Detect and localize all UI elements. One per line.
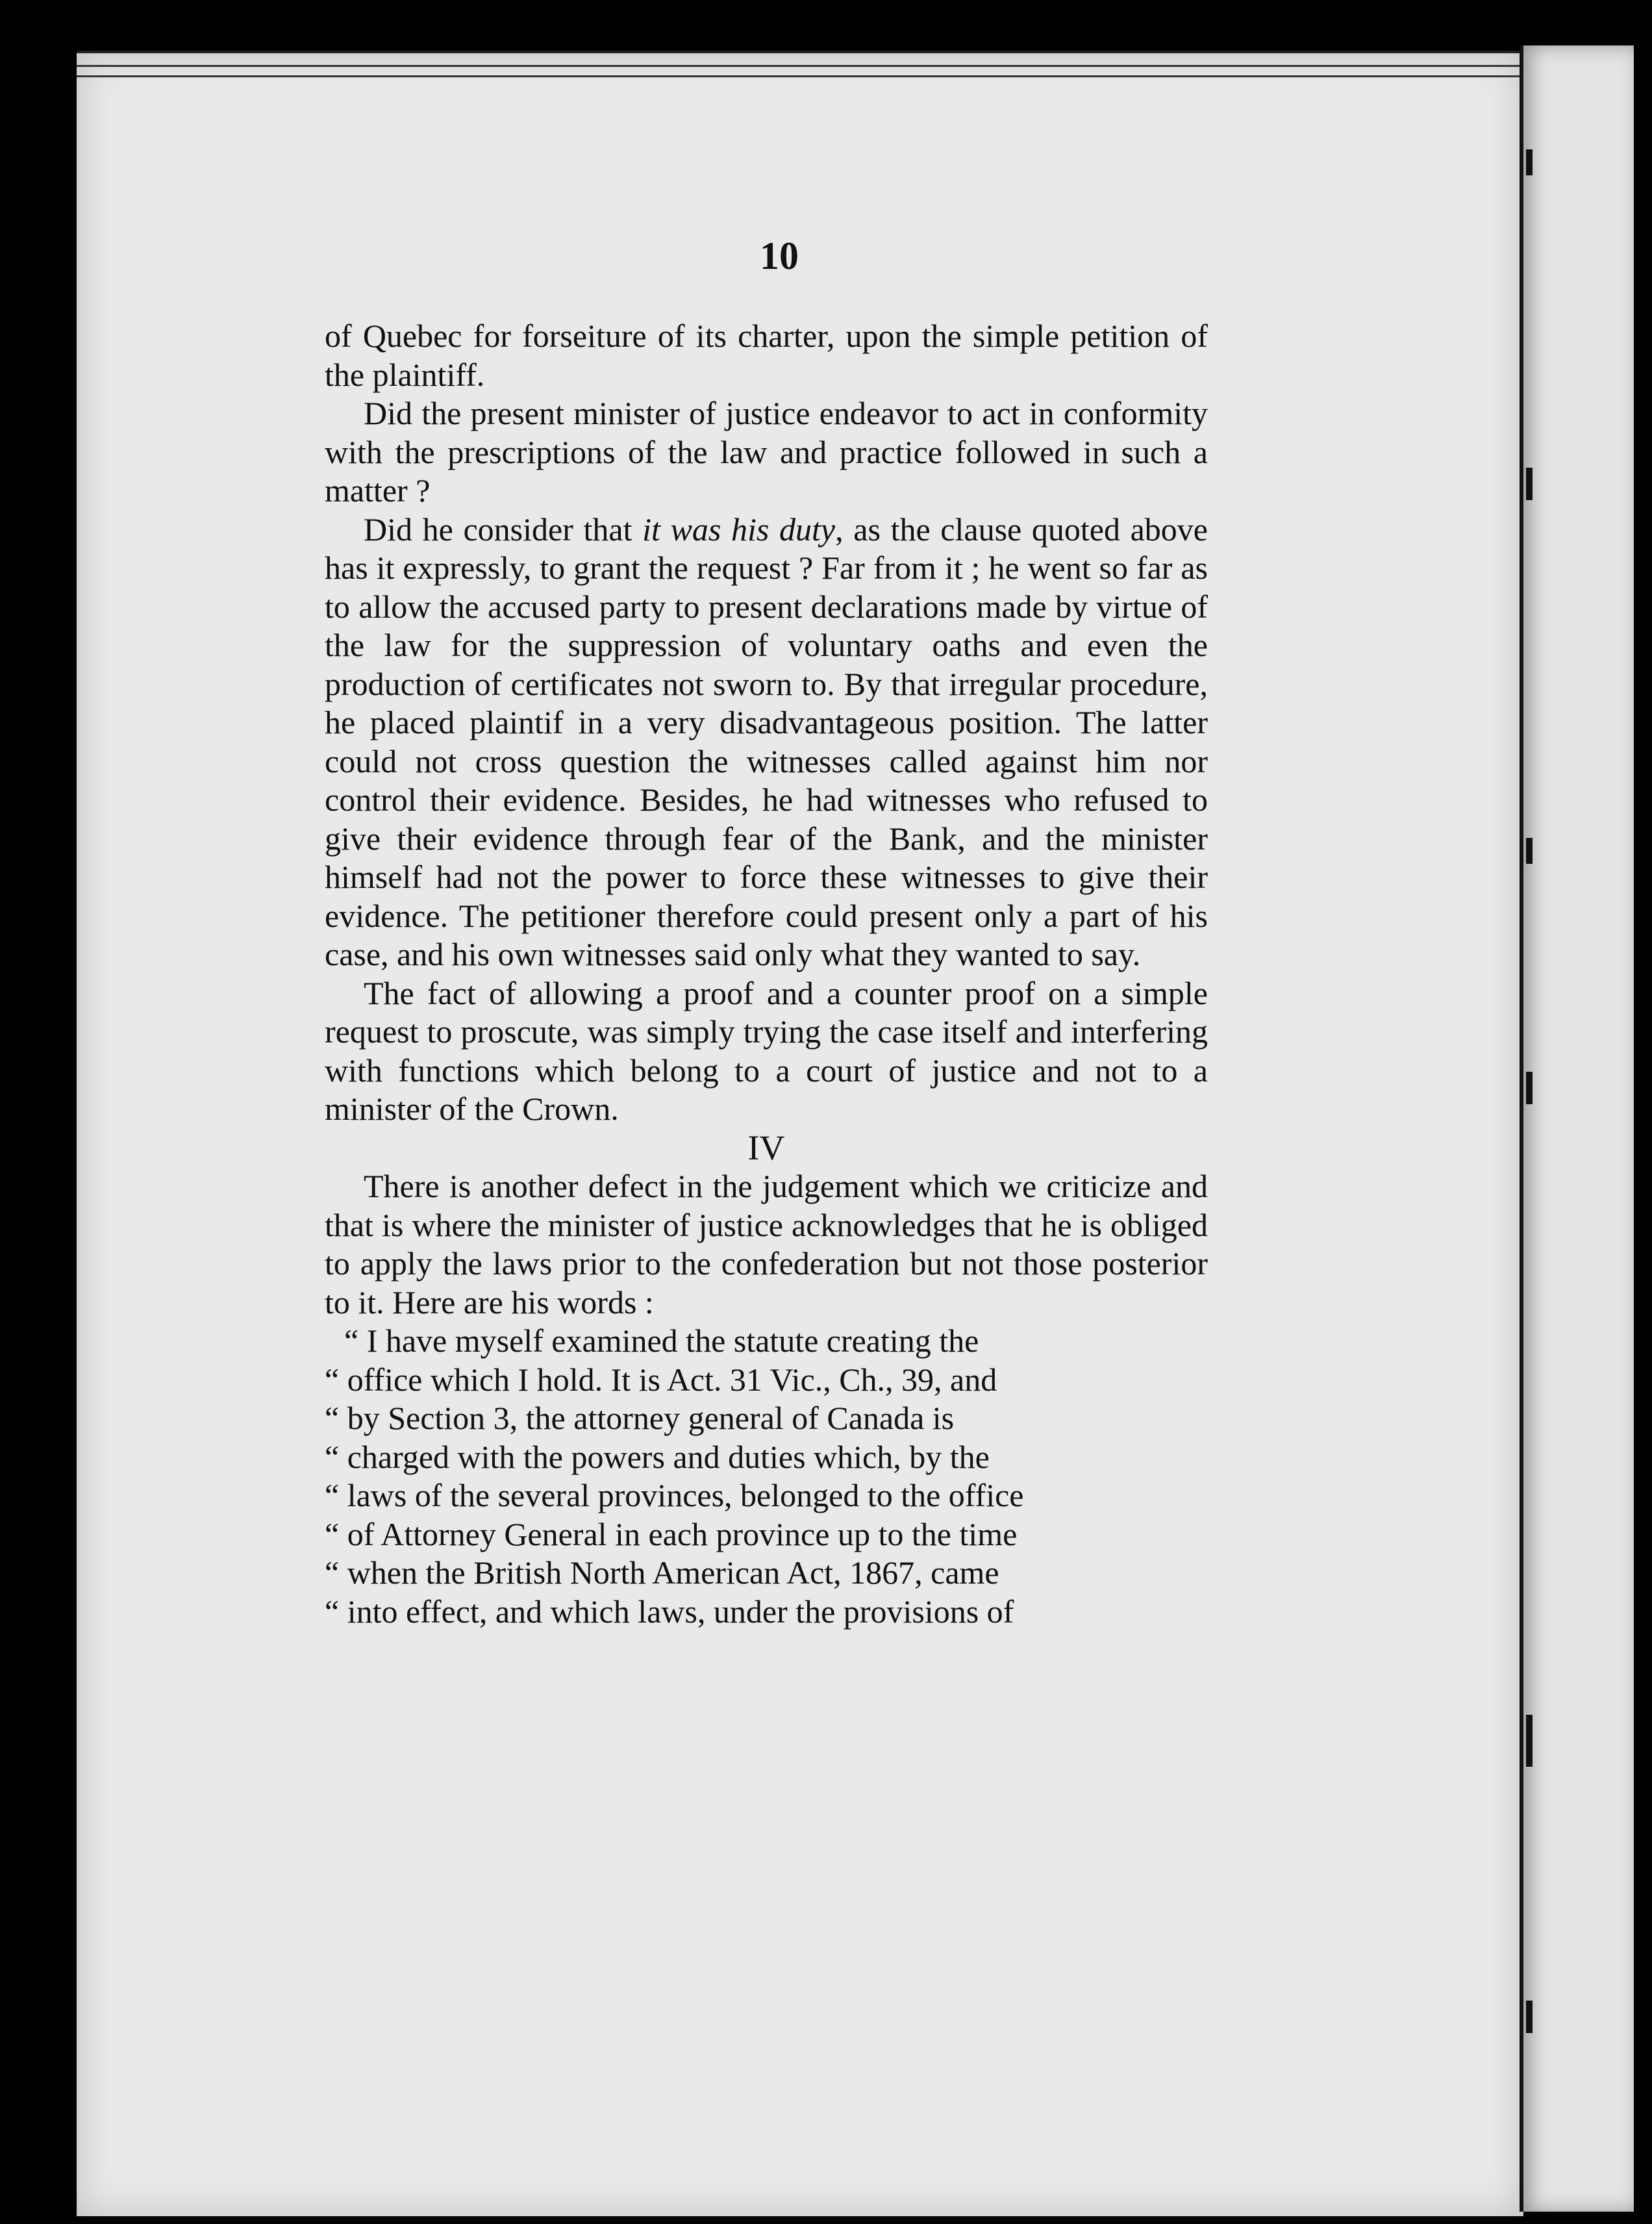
binding-mark: [1526, 1715, 1533, 1767]
paragraph: of Quebec for forseiture of its charter, upon the simple petition of the plaintiff.: [325, 318, 1208, 393]
binding-mark: [1526, 1072, 1533, 1104]
facing-page-edge: [1520, 45, 1634, 2212]
quote-line: “ laws of the several provinces, belonged to the office: [325, 1477, 1024, 1513]
page-number: 10: [760, 234, 799, 277]
quote-line: “ office which I hold. It is Act. 31 Vic., Ch., 39, and: [325, 1361, 997, 1398]
binding-mark: [1526, 838, 1533, 864]
quotation: [325, 1322, 1208, 1631]
top-rule: [77, 65, 1523, 67]
paragraph-text: Did he consider that: [364, 511, 643, 548]
paragraph-text: , as the clause quoted above has it expressly, to grant the request ? Far from it ; he went so far as to allow the accused party to present declarations made by virtue of the law for the suppression of voluntary oaths and even the production of certificates not sworn to. By that irregular procedure, he placed plaintif in a very disadvantageous position. The latter could not cross question the witnesses called against him nor control their evidence. Besides, he had witnesses who refused to give their evidence through fear of the Bank, and the minister himself had not the power to force these witnesses to give their evidence. The petitioner therefore could present only a part of his case, and his own witnesses said only what they wanted to say.: [325, 511, 1208, 972]
quote-line: “ by Section 3, the attorney general of Canada is: [325, 1400, 955, 1436]
paragraph: Did the present minister of justice endeavor to act in conformity with the prescriptions of the law and practice followed in such a matter ?: [325, 395, 1208, 509]
paragraph: [325, 511, 1208, 974]
body-text: [325, 317, 1208, 1631]
quote-line: “ into effect, and which laws, under the provisions of: [325, 1593, 1014, 1630]
binding-mark: [1526, 468, 1533, 500]
quote-line: “ charged with the powers and duties which, by the: [325, 1438, 990, 1475]
quote-line: “ I have myself examined the statute creating the: [344, 1322, 979, 1359]
quote-line: “ when the British North American Act, 1867, came: [325, 1554, 999, 1591]
paragraph: There is another defect in the judgement which we criticize and that is where the minister of justice acknowledges that he is obliged to apply the laws prior to the confederation but not those posterior to it. Here are his words :: [325, 1168, 1208, 1320]
section-heading: IV: [747, 1128, 785, 1167]
emphasized-text: it was his duty: [642, 511, 836, 548]
top-rule: [77, 75, 1523, 77]
binding-mark: [1526, 149, 1533, 175]
quote-line: “ of Attorney General in each province up to the time: [325, 1515, 1018, 1552]
binding-mark: [1526, 2001, 1533, 2033]
paragraph: The fact of allowing a proof and a counter proof on a simple request to proscute, was simply trying the case itself and interfering with functions which belong to a court of justice and not to a minister of the Crown.: [325, 974, 1208, 1127]
